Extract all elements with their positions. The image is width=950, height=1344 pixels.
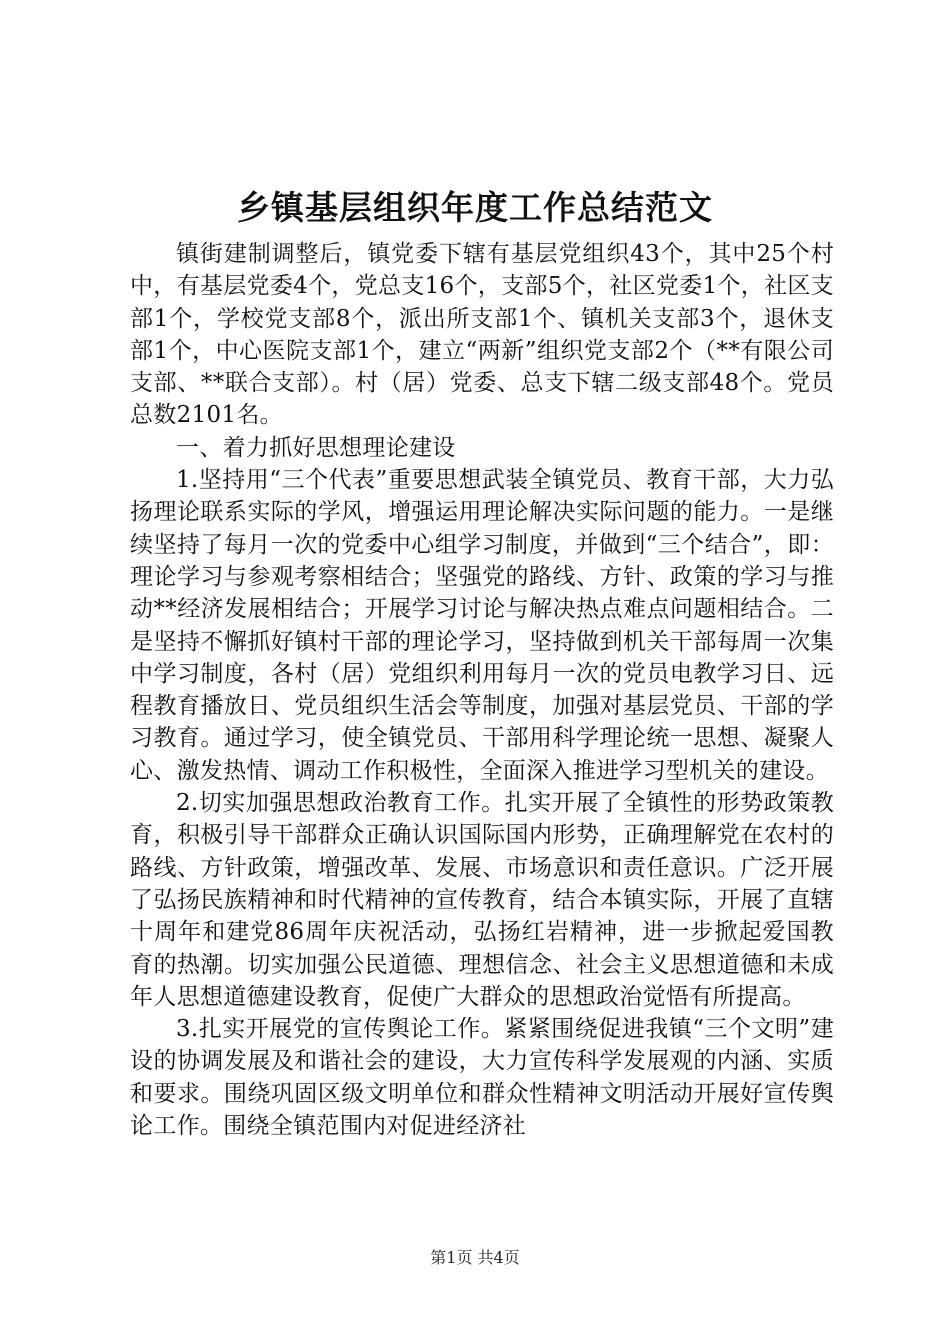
- paragraph-intro: 镇街建制调整后，镇党委下辖有基层党组织43个，其中25个村中，有基层党委4个，党总支16个，支部5个，社区党委1个，社区支部1个，学校党支部8个，派出所支部1个、镇机关支部3个，退休支部1个，中心医院支部1个，建立“两新”组织党支部2个（**有限公司支部、**联合支部）。村（居）党委、总支下辖二级支部48个。党员总数2101名。: [130, 241, 834, 429]
- page-indicator: 第1页 共4页: [430, 1248, 520, 1267]
- page-footer: [0, 1247, 950, 1269]
- document-body: [130, 238, 834, 1142]
- section-heading-1: 一、着力抓好思想理论建设: [176, 434, 456, 461]
- paragraph-item-2: 2.切实加强思想政治教育工作。扎实开展了全镇性的形势政策教育，积极引导干部群众正确认识国际国内形势，正确理解党在农村的路线、方针政策，增强改革、发展、市场意识和责任意识。广泛开展了弘扬民族精神和时代精神的宣传教育，结合本镇实际，开展了直辖十周年和建党86周年庆祝活动，弘扬红岩精神，进一步掀起爱国教育的热潮。切实加强公民道德、理想信念、社会主义思想道德和未成年人思想道德建设教育，促使广大群众的思想政治觉悟有所提高。: [130, 790, 834, 1010]
- paragraph-item-1: 1.坚持用“三个代表”重要思想武装全镇党员、教育干部，大力弘扬理论联系实际的学风，增强运用理论解决实际问题的能力。一是继续坚持了每月一次的党委中心组学习制度，并做到“三个结合”，即：理论学习与参观考察相结合；坚强党的路线、方针、政策的学习与推动**经济发展相结合；开展学习讨论与解决热点难点问题相结合。二是坚持不懈抓好镇村干部的理论学习，坚持做到机关干部每周一次集中学习制度，各村（居）党组织利用每月一次的党员电教学习日、远程教育播放日、党员组织生活会等制度，加强对基层党员、干部的学习教育。通过学习，使全镇党员、干部用科学理论统一思想、凝聚人心、激发热情、调动工作积极性，全面深入推进学习型机关的建设。: [130, 467, 834, 784]
- document-title: 乡镇基层组织年度工作总结范文: [237, 188, 713, 227]
- paragraph-item-3: 3.扎实开展党的宣传舆论工作。紧紧围绕促进我镇“三个文明”建设的协调发展及和谐社会的建设，大力宣传科学发展观的内涵、实质和要求。围绕巩固区级文明单位和群众性精神文明活动开展好宣传舆论工作。围绕全镇范围内对促进经济社: [130, 1016, 834, 1140]
